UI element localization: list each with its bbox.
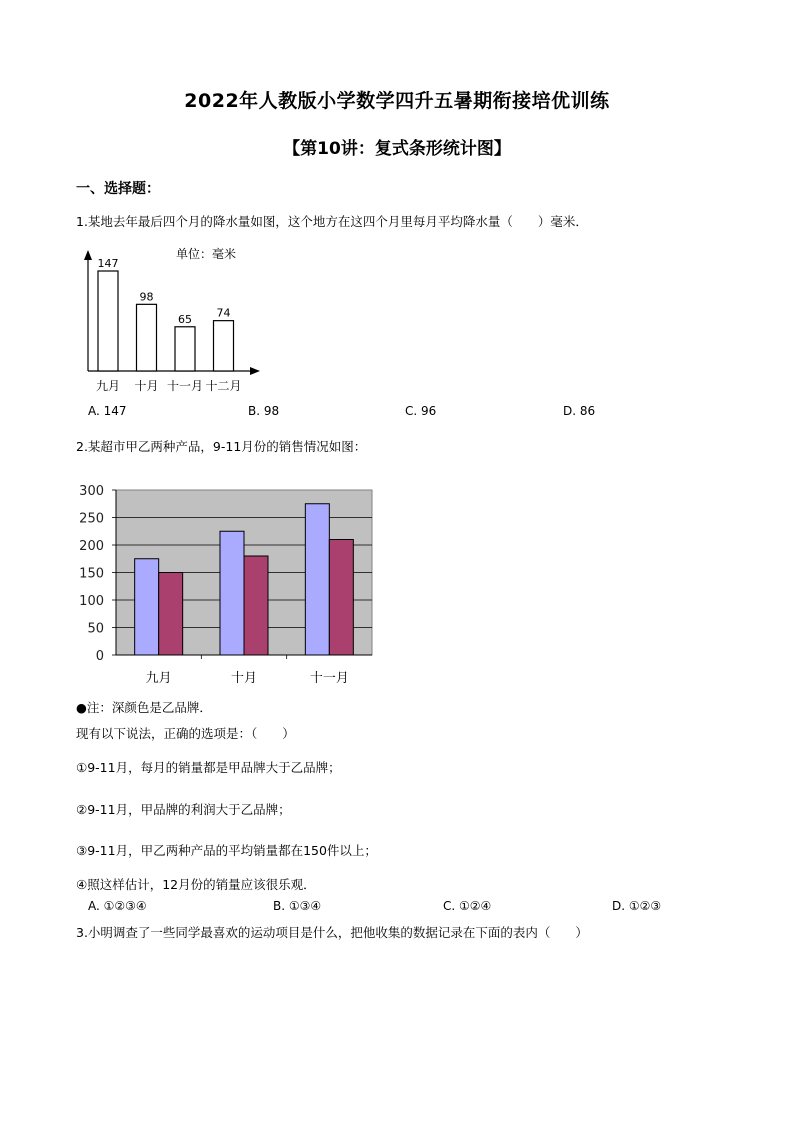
q1-option-c[interactable]: C. 96 [405, 404, 437, 418]
bar-series-0-九月 [135, 559, 159, 655]
category-label: 十月 [134, 379, 159, 393]
bar-十月 [137, 304, 157, 371]
y-tick-label: 300 [79, 484, 104, 499]
bar-series-0-十月 [220, 531, 244, 655]
statement-1: ①9-11月，每月的销量都是甲品牌大于乙品牌； [76, 760, 341, 775]
brand-note: ●注：深颜色是乙品牌． [76, 700, 212, 715]
section-heading: 一、选择题： [76, 181, 160, 197]
sales-chart [70, 478, 390, 690]
category-label: 九月 [95, 379, 121, 393]
statement-2: ②9-11月，甲品牌的利润大于乙品牌； [76, 802, 291, 817]
bar-九月 [98, 271, 118, 371]
category-label: 十一月 [166, 379, 204, 393]
bar-series-1-十一月 [329, 540, 353, 656]
statement-4: ④照这样估计，12月份的销量应该很乐观． [76, 877, 316, 892]
bar-十二月 [214, 321, 234, 371]
category-label: 十一月 [309, 671, 349, 686]
statement-3: ③9-11月，甲乙两种产品的平均销量都在150件以上； [76, 843, 377, 858]
category-label: 十月 [230, 671, 258, 686]
q1-option-b[interactable]: B. 98 [248, 404, 280, 418]
bar-series-0-十一月 [305, 504, 329, 655]
value-label: 74 [216, 306, 231, 320]
rainfall-unit-label: 单位：毫米 [176, 247, 237, 261]
bar-series-1-九月 [159, 573, 183, 656]
q2-option-a[interactable]: A. ①②③④ [88, 899, 147, 913]
category-label: 十二月 [205, 379, 242, 393]
y-tick-label: 150 [79, 566, 104, 582]
question-2-text: 2.某超市甲乙两种产品，9-11月份的销售情况如图： [76, 439, 367, 454]
page-title: 2022年人教版小学数学四升五暑期衔接培优训练 [184, 90, 610, 112]
q2-option-b[interactable]: B. ①③④ [273, 899, 322, 913]
q1-option-d[interactable]: D. 86 [563, 404, 596, 418]
y-tick-label: 50 [87, 621, 104, 637]
rainfall-chart [60, 240, 280, 400]
bar-十一月 [175, 327, 195, 371]
q1-option-a[interactable]: A. 147 [88, 404, 127, 418]
question-3-text: 3.小明调查了一些同学最喜欢的运动项目是什么，把他收集的数据记录在下面的表内（ ） [76, 925, 588, 940]
question-2-prompt: 现有以下说法，正确的选项是：（ ） [76, 726, 295, 741]
value-label: 65 [178, 312, 192, 326]
value-label: 98 [139, 290, 154, 304]
y-axis-arrow [84, 250, 92, 260]
value-label: 147 [97, 257, 119, 270]
q2-option-c[interactable]: C. ①②④ [443, 899, 492, 913]
y-tick-label: 200 [79, 539, 104, 554]
x-axis-arrow [250, 367, 260, 375]
category-label: 九月 [145, 671, 172, 686]
question-1-text: 1.某地去年最后四个月的降水量如图，这个地方在这四个月里每月平均降水量（ ）毫米． [76, 214, 588, 229]
q2-option-d[interactable]: D. ①②③ [612, 899, 662, 913]
lesson-subtitle: 【第10讲：复式条形统计图】 [283, 139, 511, 159]
y-tick-label: 250 [79, 511, 104, 527]
bar-series-1-十月 [244, 556, 268, 655]
y-tick-label: 0 [95, 649, 104, 664]
y-tick-label: 100 [79, 594, 104, 609]
